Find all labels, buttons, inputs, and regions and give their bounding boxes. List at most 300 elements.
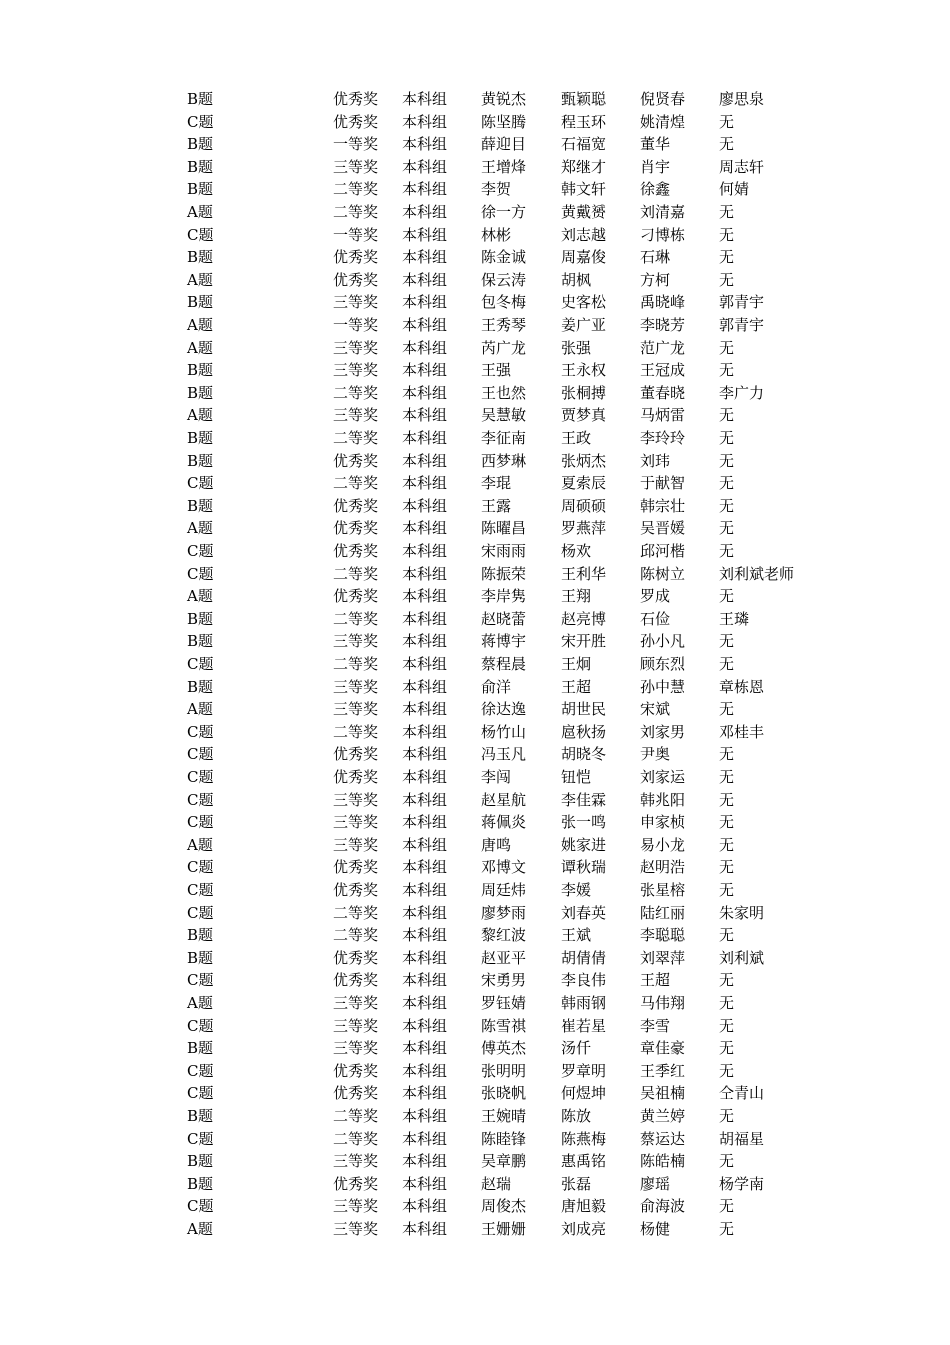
group-cell: 本科组 — [402, 881, 448, 899]
member-2-cell: 张强 — [561, 338, 592, 357]
member-1-cell: 周俊杰 — [481, 1197, 527, 1216]
group-cell: 本科组 — [402, 564, 448, 583]
member-2-cell: 李佳霖 — [561, 790, 607, 809]
problem-cell: A题 — [187, 587, 213, 606]
table-row — [0, 540, 950, 563]
member-2-cell: 甄颖聪 — [561, 90, 607, 108]
member-2-cell: 王斌 — [561, 926, 592, 945]
group-cell: 本科组 — [402, 1061, 448, 1080]
advisor-cell: 无 — [719, 745, 735, 764]
member-3-cell: 李雪 — [640, 1016, 671, 1035]
award-cell: 优秀奖 — [333, 248, 379, 267]
member-3-cell: 王季红 — [640, 1061, 686, 1080]
award-cell: 三等奖 — [333, 1197, 379, 1216]
table-row — [0, 676, 950, 699]
group-cell: 本科组 — [402, 745, 448, 764]
member-1-cell: 芮广龙 — [481, 338, 527, 357]
member-3-cell: 于献智 — [640, 474, 686, 493]
member-3-cell: 孙小凡 — [640, 632, 686, 651]
problem-cell: C题 — [187, 474, 214, 493]
table-row — [0, 1195, 950, 1218]
member-3-cell: 王冠成 — [640, 361, 686, 380]
problem-cell: C题 — [187, 655, 214, 673]
advisor-cell: 无 — [719, 429, 735, 447]
award-cell: 优秀奖 — [333, 542, 379, 560]
problem-cell: B题 — [187, 135, 214, 154]
member-1-cell: 陈金诚 — [481, 248, 527, 267]
award-cell: 三等奖 — [333, 1220, 379, 1238]
award-cell: 三等奖 — [333, 406, 379, 425]
problem-cell: C题 — [187, 858, 214, 877]
problem-cell: A题 — [187, 338, 213, 357]
member-1-cell: 徐达逸 — [481, 700, 527, 719]
problem-cell: C题 — [187, 745, 214, 764]
member-3-cell: 尹奥 — [640, 745, 671, 764]
group-cell: 本科组 — [402, 248, 448, 267]
group-cell: 本科组 — [402, 609, 448, 628]
advisor-cell: 无 — [719, 790, 735, 809]
award-cell: 优秀奖 — [333, 858, 379, 877]
group-cell: 本科组 — [402, 926, 448, 945]
award-cell: 二等奖 — [333, 474, 379, 493]
award-cell: 一等奖 — [333, 225, 379, 244]
group-cell: 本科组 — [402, 994, 448, 1012]
problem-cell: C题 — [187, 542, 214, 560]
award-cell: 三等奖 — [333, 1016, 379, 1035]
table-row — [0, 608, 950, 631]
member-1-cell: 杨竹山 — [481, 722, 527, 741]
award-cell: 三等奖 — [333, 293, 379, 312]
member-1-cell: 赵亚平 — [481, 948, 527, 967]
member-2-cell: 王翔 — [561, 587, 592, 606]
member-2-cell: 胡倩倩 — [561, 948, 607, 967]
problem-cell: C题 — [187, 1129, 214, 1148]
member-3-cell: 马炳雷 — [640, 406, 686, 425]
member-3-cell: 罗成 — [640, 587, 671, 606]
member-2-cell: 张桐搏 — [561, 383, 607, 402]
member-1-cell: 廖梦雨 — [481, 903, 527, 922]
member-2-cell: 陈燕梅 — [561, 1129, 607, 1148]
table-row — [0, 427, 950, 450]
member-1-cell: 陈雪祺 — [481, 1016, 527, 1035]
member-3-cell: 李玲玲 — [640, 429, 686, 447]
group-cell: 本科组 — [402, 383, 448, 402]
member-1-cell: 蒋佩炎 — [481, 813, 527, 832]
member-1-cell: 李贺 — [481, 180, 512, 199]
award-cell: 一等奖 — [333, 135, 379, 154]
problem-cell: B题 — [187, 677, 214, 696]
member-3-cell: 申家桢 — [640, 813, 686, 832]
table-row — [0, 902, 950, 925]
problem-cell: A题 — [187, 835, 213, 854]
member-1-cell: 宋雨雨 — [481, 542, 527, 560]
problem-cell: B题 — [187, 1174, 214, 1193]
problem-cell: C题 — [187, 790, 214, 809]
award-cell: 优秀奖 — [333, 1061, 379, 1080]
group-cell: 本科组 — [402, 677, 448, 696]
advisor-cell: 周志轩 — [719, 157, 765, 176]
problem-cell: B题 — [187, 383, 214, 402]
member-3-cell: 易小龙 — [640, 835, 686, 854]
member-3-cell: 石俭 — [640, 609, 671, 628]
member-3-cell: 俞海波 — [640, 1197, 686, 1216]
group-cell: 本科组 — [402, 632, 448, 651]
group-cell: 本科组 — [402, 406, 448, 425]
group-cell: 本科组 — [402, 700, 448, 719]
advisor-cell: 无 — [719, 225, 735, 244]
advisor-cell: 无 — [719, 496, 735, 515]
member-1-cell: 薛迎目 — [481, 135, 527, 154]
member-2-cell: 姜广亚 — [561, 316, 607, 334]
member-2-cell: 黄戴赟 — [561, 203, 607, 221]
table-row — [0, 1060, 950, 1083]
award-cell: 优秀奖 — [333, 881, 379, 899]
group-cell: 本科组 — [402, 157, 448, 176]
advisor-cell: 无 — [719, 881, 735, 899]
table-row — [0, 359, 950, 382]
member-3-cell: 刘家男 — [640, 722, 686, 741]
table-row — [0, 969, 950, 992]
member-2-cell: 贾梦真 — [561, 406, 607, 425]
award-cell: 一等奖 — [333, 316, 379, 334]
member-1-cell: 俞洋 — [481, 677, 512, 696]
member-1-cell: 王秀琴 — [481, 316, 527, 334]
member-3-cell: 邱河楷 — [640, 542, 686, 560]
table-row — [0, 1037, 950, 1060]
problem-cell: B题 — [187, 632, 214, 651]
group-cell: 本科组 — [402, 813, 448, 832]
member-1-cell: 陈坚腾 — [481, 112, 527, 131]
table-row — [0, 133, 950, 156]
member-2-cell: 何煜坤 — [561, 1084, 607, 1103]
group-cell: 本科组 — [402, 361, 448, 380]
award-cell: 三等奖 — [333, 361, 379, 380]
award-cell: 优秀奖 — [333, 112, 379, 131]
group-cell: 本科组 — [402, 293, 448, 312]
member-3-cell: 陆红丽 — [640, 903, 686, 922]
problem-cell: B题 — [187, 1152, 214, 1171]
award-cell: 二等奖 — [333, 926, 379, 945]
advisor-cell: 胡福星 — [719, 1129, 765, 1148]
group-cell: 本科组 — [402, 948, 448, 967]
advisor-cell: 郭青宇 — [719, 316, 765, 334]
member-1-cell: 王强 — [481, 361, 512, 380]
member-1-cell: 陈睦锋 — [481, 1129, 527, 1148]
problem-cell: B题 — [187, 451, 214, 470]
member-3-cell: 杨健 — [640, 1220, 671, 1238]
member-3-cell: 董华 — [640, 135, 671, 154]
member-1-cell: 赵瑞 — [481, 1174, 512, 1193]
award-cell: 优秀奖 — [333, 768, 379, 786]
member-2-cell: 惠禹铭 — [561, 1152, 607, 1171]
table-row — [0, 1173, 950, 1196]
table-row — [0, 111, 950, 134]
member-1-cell: 包冬梅 — [481, 293, 527, 312]
group-cell: 本科组 — [402, 429, 448, 447]
advisor-cell: 无 — [719, 519, 735, 538]
member-2-cell: 张磊 — [561, 1174, 592, 1193]
award-cell: 二等奖 — [333, 903, 379, 922]
advisor-cell: 无 — [719, 361, 735, 380]
problem-cell: B题 — [187, 157, 214, 176]
member-3-cell: 马伟翔 — [640, 994, 686, 1012]
award-cell: 优秀奖 — [333, 587, 379, 606]
member-1-cell: 赵晓蕾 — [481, 609, 527, 628]
group-cell: 本科组 — [402, 1084, 448, 1103]
advisor-cell: 无 — [719, 270, 735, 289]
member-3-cell: 刘玮 — [640, 451, 671, 470]
group-cell: 本科组 — [402, 1220, 448, 1238]
member-1-cell: 陈振荣 — [481, 564, 527, 583]
group-cell: 本科组 — [402, 1174, 448, 1193]
award-cell: 优秀奖 — [333, 971, 379, 990]
group-cell: 本科组 — [402, 225, 448, 244]
table-row — [0, 88, 950, 111]
award-cell: 优秀奖 — [333, 496, 379, 515]
member-2-cell: 罗燕萍 — [561, 519, 607, 538]
member-1-cell: 邓博文 — [481, 858, 527, 877]
member-3-cell: 刘翠萍 — [640, 948, 686, 967]
advisor-cell: 无 — [719, 1152, 735, 1171]
advisor-cell: 无 — [719, 587, 735, 606]
advisor-cell: 无 — [719, 1016, 735, 1035]
table-row — [0, 630, 950, 653]
group-cell: 本科组 — [402, 135, 448, 154]
advisor-cell: 无 — [719, 451, 735, 470]
table-row — [0, 879, 950, 902]
member-3-cell: 蔡运达 — [640, 1129, 686, 1148]
member-3-cell: 张星榕 — [640, 881, 686, 899]
award-cell: 三等奖 — [333, 157, 379, 176]
award-cell: 二等奖 — [333, 564, 379, 583]
member-1-cell: 李岸隽 — [481, 587, 527, 606]
table-row — [0, 495, 950, 518]
award-cell: 二等奖 — [333, 429, 379, 447]
member-3-cell: 顾东烈 — [640, 655, 686, 673]
group-cell: 本科组 — [402, 112, 448, 131]
advisor-cell: 无 — [719, 542, 735, 560]
advisor-cell: 无 — [719, 338, 735, 357]
problem-cell: A题 — [187, 270, 213, 289]
member-1-cell: 王姗姗 — [481, 1220, 527, 1238]
table-row — [0, 698, 950, 721]
member-1-cell: 李征南 — [481, 429, 527, 447]
advisor-cell: 无 — [719, 700, 735, 719]
advisor-cell: 无 — [719, 858, 735, 877]
problem-cell: B题 — [187, 293, 214, 312]
member-2-cell: 唐旭毅 — [561, 1197, 607, 1216]
advisor-cell: 无 — [719, 768, 735, 786]
table-row — [0, 404, 950, 427]
member-1-cell: 王露 — [481, 496, 512, 515]
group-cell: 本科组 — [402, 835, 448, 854]
member-2-cell: 周嘉俊 — [561, 248, 607, 267]
award-cell: 三等奖 — [333, 790, 379, 809]
member-2-cell: 韩文轩 — [561, 180, 607, 199]
member-1-cell: 陈曜昌 — [481, 519, 527, 538]
member-3-cell: 肖宇 — [640, 157, 671, 176]
award-cell: 三等奖 — [333, 338, 379, 357]
award-cell: 优秀奖 — [333, 745, 379, 764]
award-cell: 优秀奖 — [333, 90, 379, 108]
advisor-cell: 无 — [719, 1061, 735, 1080]
member-2-cell: 谭秋瑞 — [561, 858, 607, 877]
problem-cell: C题 — [187, 903, 214, 922]
problem-cell: B题 — [187, 1039, 214, 1058]
table-row — [0, 1015, 950, 1038]
problem-cell: B题 — [187, 609, 214, 628]
group-cell: 本科组 — [402, 1129, 448, 1148]
group-cell: 本科组 — [402, 1107, 448, 1125]
award-cell: 二等奖 — [333, 609, 379, 628]
group-cell: 本科组 — [402, 474, 448, 493]
advisor-cell: 无 — [719, 474, 735, 493]
award-cell: 优秀奖 — [333, 1174, 379, 1193]
group-cell: 本科组 — [402, 722, 448, 741]
award-cell: 优秀奖 — [333, 519, 379, 538]
advisor-cell: 廖思泉 — [719, 90, 765, 108]
problem-cell: A题 — [187, 700, 213, 719]
member-2-cell: 韩雨钢 — [561, 994, 607, 1012]
advisor-cell: 李广力 — [719, 383, 765, 402]
award-cell: 优秀奖 — [333, 451, 379, 470]
member-3-cell: 姚清煌 — [640, 112, 686, 131]
advisor-cell: 刘利斌老师 — [719, 564, 795, 583]
table-row — [0, 743, 950, 766]
group-cell: 本科组 — [402, 1197, 448, 1216]
advisor-cell: 章栋恩 — [719, 677, 765, 696]
award-cell: 三等奖 — [333, 700, 379, 719]
table-row — [0, 721, 950, 744]
award-cell: 优秀奖 — [333, 1084, 379, 1103]
advisor-cell: 朱家明 — [719, 903, 765, 922]
problem-cell: C题 — [187, 112, 214, 131]
advisor-cell: 无 — [719, 1107, 735, 1125]
member-2-cell: 程玉环 — [561, 112, 607, 131]
advisor-cell: 无 — [719, 813, 735, 832]
table-row — [0, 1150, 950, 1173]
member-1-cell: 蔡程晨 — [481, 655, 527, 673]
advisor-cell: 无 — [719, 655, 735, 673]
group-cell: 本科组 — [402, 1039, 448, 1058]
problem-cell: B题 — [187, 90, 214, 108]
problem-cell: A题 — [187, 519, 213, 538]
group-cell: 本科组 — [402, 655, 448, 673]
member-3-cell: 方柯 — [640, 270, 671, 289]
advisor-cell: 无 — [719, 994, 735, 1012]
award-cell: 三等奖 — [333, 1152, 379, 1171]
table-row — [0, 246, 950, 269]
problem-cell: A题 — [187, 1220, 213, 1238]
award-cell: 二等奖 — [333, 1129, 379, 1148]
award-cell: 二等奖 — [333, 722, 379, 741]
table-row — [0, 811, 950, 834]
award-cell: 二等奖 — [333, 1107, 379, 1125]
member-2-cell: 周硕硕 — [561, 496, 607, 515]
member-2-cell: 张炳杰 — [561, 451, 607, 470]
member-1-cell: 西梦琳 — [481, 451, 527, 470]
advisor-cell: 无 — [719, 135, 735, 154]
member-2-cell: 史客松 — [561, 293, 607, 312]
member-2-cell: 赵亮博 — [561, 609, 607, 628]
award-cell: 三等奖 — [333, 1039, 379, 1058]
table-row — [0, 947, 950, 970]
award-cell: 优秀奖 — [333, 948, 379, 967]
award-cell: 优秀奖 — [333, 270, 379, 289]
advisor-cell: 仝青山 — [719, 1084, 765, 1103]
advisor-cell: 无 — [719, 406, 735, 425]
advisor-cell: 无 — [719, 632, 735, 651]
problem-cell: B题 — [187, 248, 214, 267]
group-cell: 本科组 — [402, 1152, 448, 1171]
table-row — [0, 201, 950, 224]
problem-cell: A题 — [187, 406, 213, 425]
member-2-cell: 刘志越 — [561, 225, 607, 244]
award-cell: 三等奖 — [333, 677, 379, 696]
member-1-cell: 吴慧敏 — [481, 406, 527, 425]
member-2-cell: 石福宽 — [561, 135, 607, 154]
member-2-cell: 王炯 — [561, 655, 592, 673]
advisor-cell: 无 — [719, 203, 735, 221]
problem-cell: B题 — [187, 496, 214, 515]
group-cell: 本科组 — [402, 790, 448, 809]
member-2-cell: 宋开胜 — [561, 632, 607, 651]
member-2-cell: 扈秋扬 — [561, 722, 607, 741]
table-row — [0, 766, 950, 789]
group-cell: 本科组 — [402, 180, 448, 199]
member-3-cell: 石琳 — [640, 248, 671, 267]
problem-cell: C题 — [187, 768, 214, 786]
table-row — [0, 382, 950, 405]
advisor-cell: 无 — [719, 926, 735, 945]
member-2-cell: 王永权 — [561, 361, 607, 380]
problem-cell: C题 — [187, 1016, 214, 1035]
member-2-cell: 夏索辰 — [561, 474, 607, 493]
group-cell: 本科组 — [402, 203, 448, 221]
table-row — [0, 856, 950, 879]
member-1-cell: 冯玉凡 — [481, 745, 527, 764]
group-cell: 本科组 — [402, 496, 448, 515]
member-1-cell: 张晓帆 — [481, 1084, 527, 1103]
member-1-cell: 吴章鹏 — [481, 1152, 527, 1171]
table-row — [0, 789, 950, 812]
table-row — [0, 224, 950, 247]
member-1-cell: 黎红波 — [481, 926, 527, 945]
member-2-cell: 胡晓冬 — [561, 745, 607, 764]
advisor-cell: 邓桂丰 — [719, 722, 765, 741]
group-cell: 本科组 — [402, 451, 448, 470]
award-cell: 二等奖 — [333, 655, 379, 673]
advisor-cell: 何婧 — [719, 180, 750, 199]
member-1-cell: 王也然 — [481, 383, 527, 402]
member-1-cell: 王增烽 — [481, 157, 527, 176]
member-3-cell: 徐鑫 — [640, 180, 671, 199]
problem-cell: C题 — [187, 1061, 214, 1080]
group-cell: 本科组 — [402, 903, 448, 922]
member-1-cell: 罗钰婧 — [481, 994, 527, 1012]
member-3-cell: 刁博栋 — [640, 225, 686, 244]
problem-cell: A题 — [187, 994, 213, 1012]
member-2-cell: 王政 — [561, 429, 592, 447]
member-2-cell: 姚家进 — [561, 835, 607, 854]
table-row — [0, 337, 950, 360]
member-3-cell: 刘清嘉 — [640, 203, 686, 221]
member-2-cell: 李良伟 — [561, 971, 607, 990]
member-2-cell: 郑继才 — [561, 157, 607, 176]
member-3-cell: 章佳豪 — [640, 1039, 686, 1058]
problem-cell: A题 — [187, 316, 213, 334]
group-cell: 本科组 — [402, 316, 448, 334]
